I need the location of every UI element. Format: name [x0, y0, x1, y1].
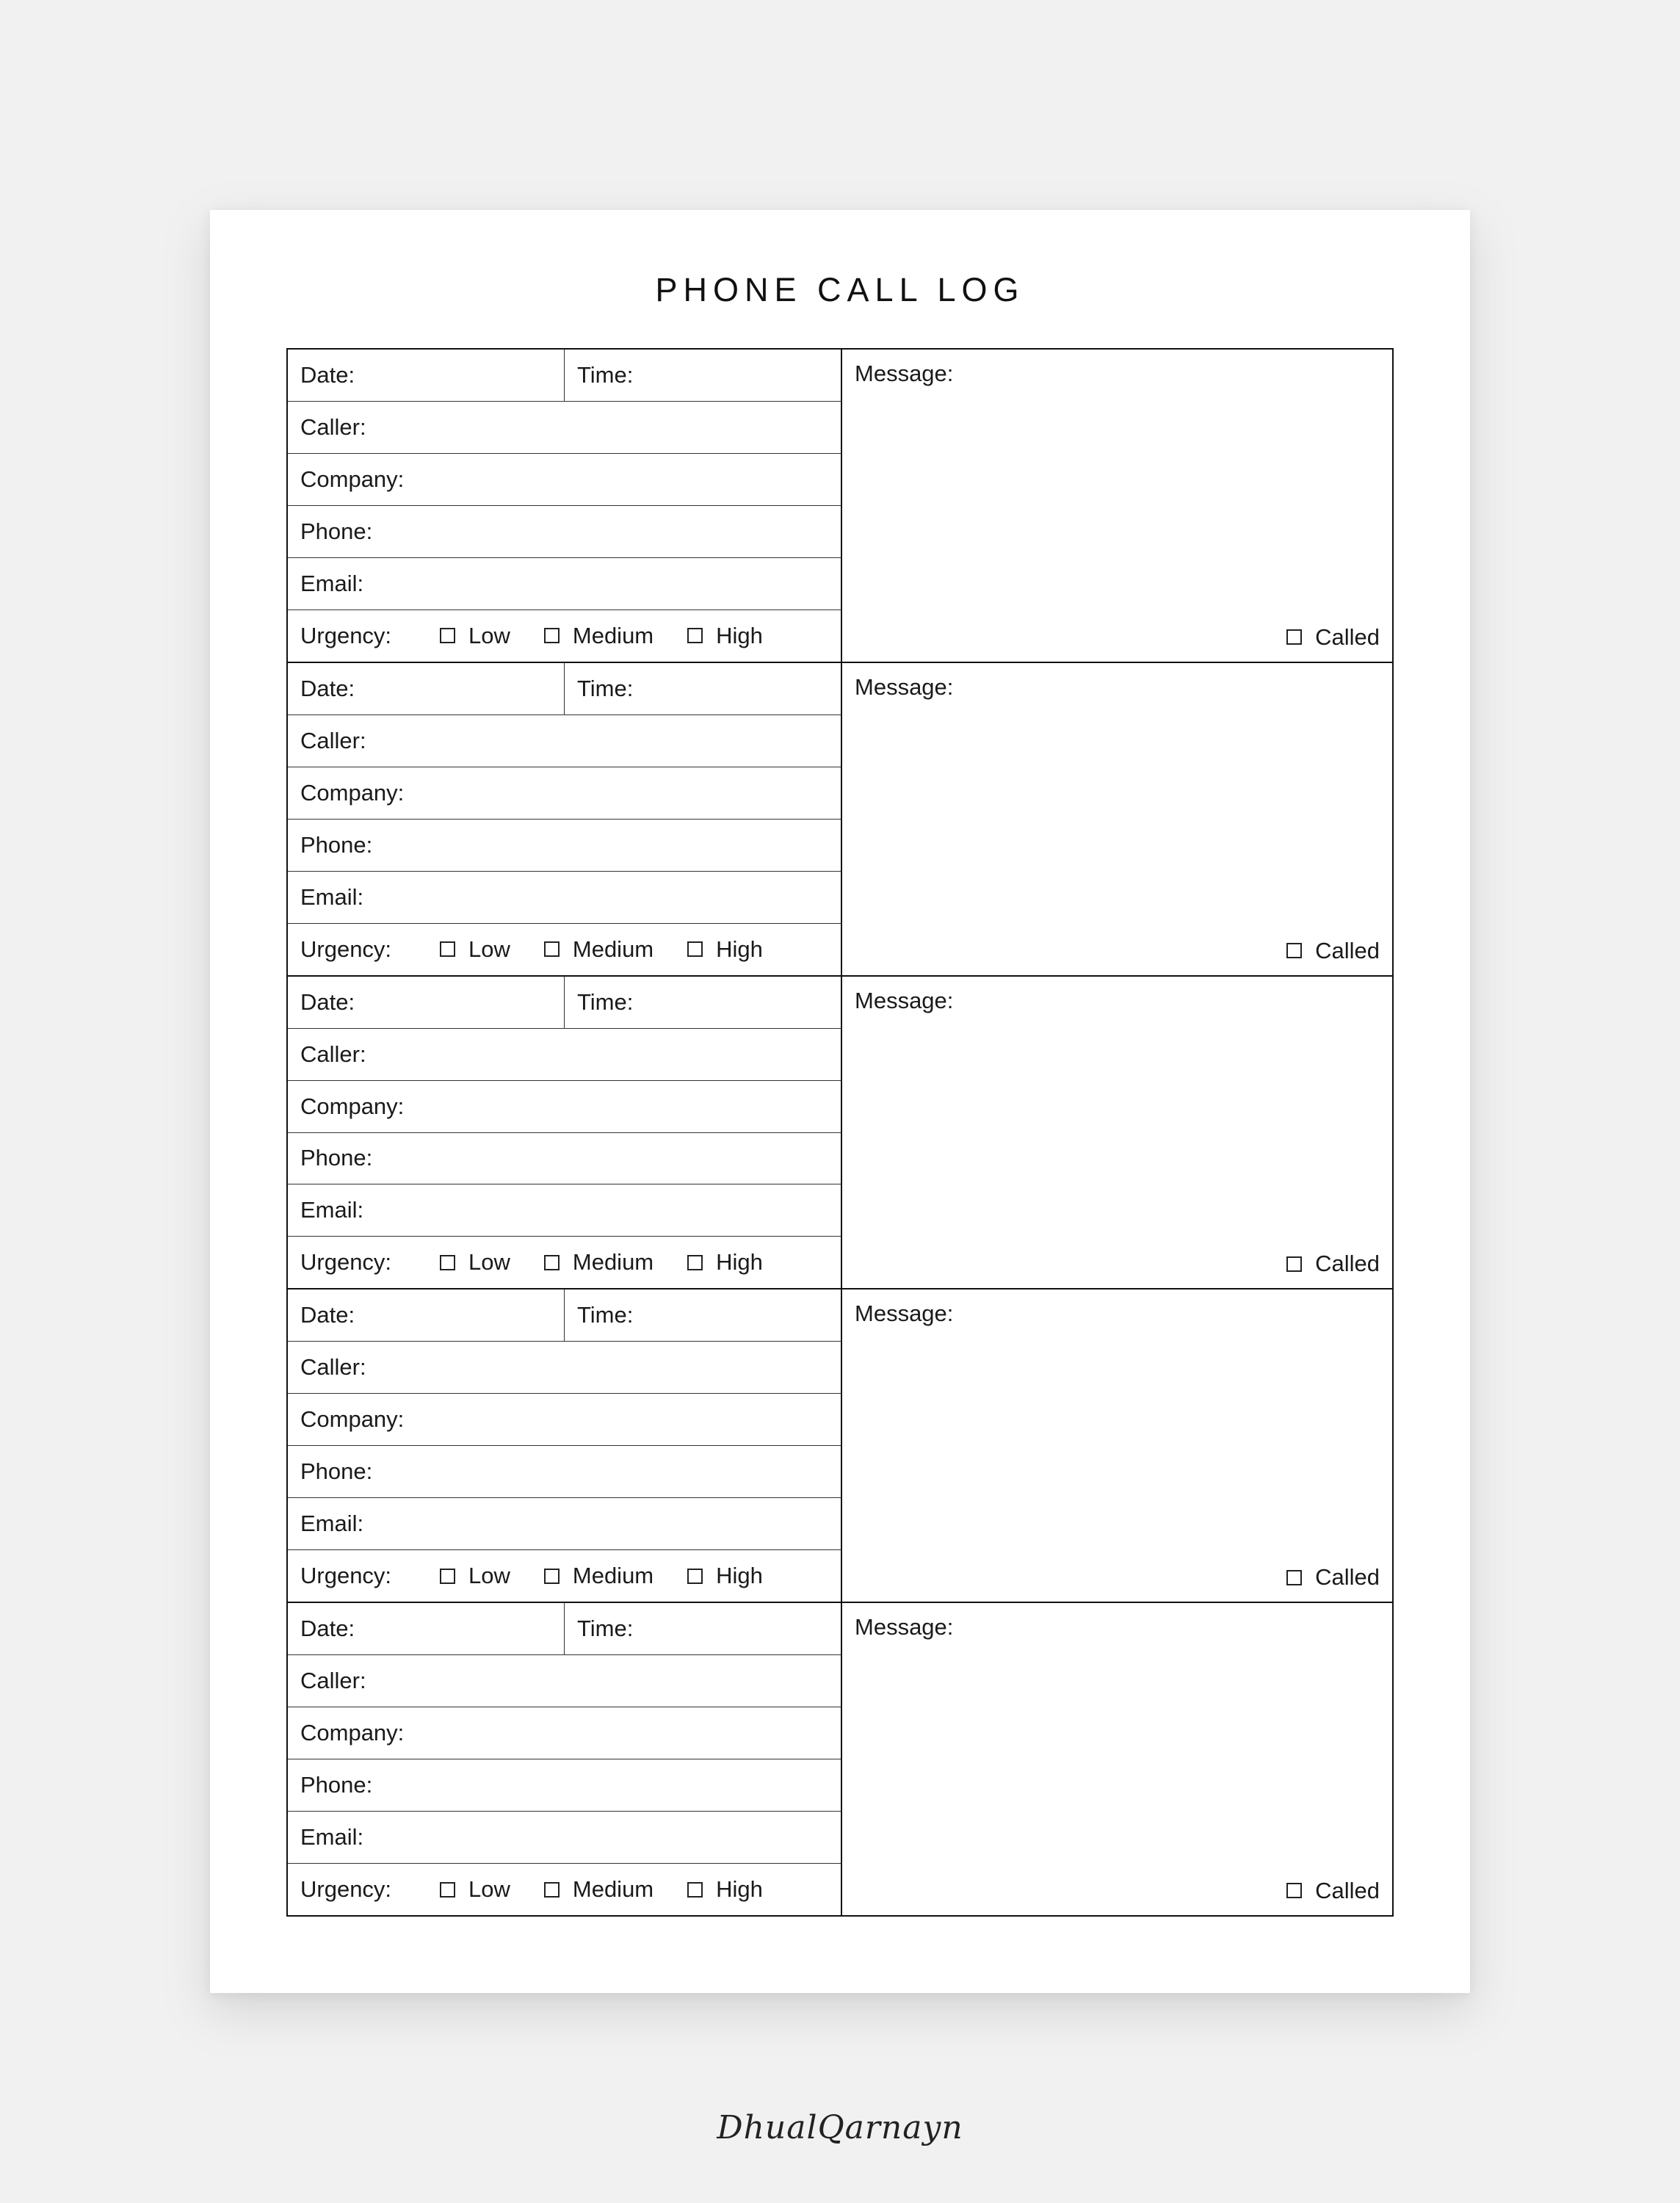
email-label: Email: — [300, 1197, 364, 1223]
urgency-row — [288, 1863, 841, 1915]
called-checkbox[interactable] — [1286, 629, 1302, 645]
called-label: Called — [1315, 1564, 1380, 1591]
urgency-low-option[interactable] — [440, 1249, 510, 1276]
signature-logo: DhualQarnayn — [717, 2109, 963, 2146]
caller-label: Caller: — [300, 727, 366, 753]
email-field[interactable] — [288, 1811, 841, 1863]
urgency-high-option[interactable] — [687, 1876, 763, 1903]
high-checkbox[interactable] — [687, 941, 703, 957]
date-label: Date: — [300, 675, 355, 701]
call-entry — [288, 975, 1392, 1289]
low-checkbox[interactable] — [440, 1569, 455, 1584]
date-time-row — [288, 977, 841, 1028]
high-checkbox[interactable] — [687, 1882, 703, 1898]
urgency-label: Urgency: — [300, 936, 392, 962]
high-checkbox[interactable] — [687, 628, 703, 643]
high-label: High — [716, 1876, 763, 1903]
urgency-row — [288, 1236, 841, 1288]
entry-details — [288, 350, 842, 662]
urgency-medium-option[interactable] — [544, 623, 653, 649]
medium-checkbox[interactable] — [544, 1255, 560, 1270]
message-label: Message: — [855, 1614, 954, 1641]
called-option[interactable] — [1286, 938, 1380, 964]
called-label: Called — [1315, 623, 1380, 650]
call-entry — [288, 1288, 1392, 1602]
high-label: High — [716, 1249, 763, 1276]
high-label: High — [716, 936, 763, 962]
urgency-row — [288, 923, 841, 975]
urgency-row — [288, 609, 841, 662]
message-area[interactable] — [842, 977, 1392, 1289]
call-log-table — [286, 348, 1394, 1917]
company-field[interactable] — [288, 1080, 841, 1132]
message-area[interactable] — [842, 350, 1392, 662]
date-label: Date: — [300, 1616, 355, 1642]
page-title: PHONE CALL LOG — [655, 271, 1025, 308]
email-field[interactable] — [288, 1497, 841, 1549]
urgency-high-option[interactable] — [687, 1563, 763, 1589]
company-label: Company: — [300, 779, 405, 806]
email-label: Email: — [300, 883, 364, 910]
low-checkbox[interactable] — [440, 1882, 455, 1898]
message-area[interactable] — [842, 1289, 1392, 1602]
caller-field[interactable] — [288, 401, 841, 453]
urgency-low-option[interactable] — [440, 623, 510, 649]
email-label: Email: — [300, 570, 364, 596]
phone-label: Phone: — [300, 518, 373, 544]
urgency-medium-option[interactable] — [544, 1249, 653, 1276]
time-field[interactable] — [564, 1289, 841, 1341]
called-option[interactable] — [1286, 1251, 1380, 1277]
phone-field[interactable] — [288, 1132, 841, 1184]
email-field[interactable] — [288, 557, 841, 609]
high-label: High — [716, 622, 763, 648]
called-checkbox[interactable] — [1286, 1256, 1302, 1272]
urgency-high-option[interactable] — [687, 623, 763, 649]
message-label: Message: — [855, 1301, 954, 1327]
caller-label: Caller: — [300, 1041, 366, 1067]
company-label: Company: — [300, 1720, 405, 1746]
urgency-medium-option[interactable] — [544, 1563, 653, 1589]
phone-field[interactable] — [288, 1445, 841, 1497]
urgency-label: Urgency: — [300, 622, 392, 648]
medium-label: Medium — [572, 1563, 654, 1589]
urgency-high-option[interactable] — [687, 1249, 763, 1276]
urgency-low-option[interactable] — [440, 936, 510, 963]
call-entry — [288, 350, 1392, 662]
medium-checkbox[interactable] — [544, 1882, 560, 1898]
time-label: Time: — [577, 675, 634, 701]
low-label: Low — [468, 1563, 510, 1589]
called-label: Called — [1315, 1877, 1380, 1903]
called-checkbox[interactable] — [1286, 1883, 1302, 1898]
medium-label: Medium — [572, 936, 654, 962]
high-label: High — [716, 1563, 763, 1589]
entry-details — [288, 663, 842, 975]
email-field[interactable] — [288, 871, 841, 923]
time-field[interactable] — [564, 350, 841, 401]
date-label: Date: — [300, 988, 355, 1015]
medium-label: Medium — [572, 1876, 654, 1903]
called-checkbox[interactable] — [1286, 943, 1302, 958]
date-time-row — [288, 663, 841, 715]
email-label: Email: — [300, 1511, 364, 1537]
caller-label: Caller: — [300, 1354, 366, 1381]
phone-label: Phone: — [300, 831, 373, 858]
called-label: Called — [1315, 937, 1380, 963]
date-field[interactable] — [288, 1289, 564, 1341]
called-checkbox[interactable] — [1286, 1570, 1302, 1585]
company-label: Company: — [300, 466, 405, 492]
low-label: Low — [468, 1876, 510, 1903]
caller-label: Caller: — [300, 1668, 366, 1694]
urgency-low-option[interactable] — [440, 1876, 510, 1903]
time-field[interactable] — [564, 977, 841, 1028]
caller-field[interactable] — [288, 715, 841, 767]
entry-details — [288, 977, 842, 1289]
company-field[interactable] — [288, 453, 841, 505]
medium-checkbox[interactable] — [544, 941, 560, 957]
urgency-medium-option[interactable] — [544, 936, 653, 963]
high-checkbox[interactable] — [687, 1255, 703, 1270]
called-option[interactable] — [1286, 1878, 1380, 1904]
caller-field[interactable] — [288, 1028, 841, 1080]
called-option[interactable] — [1286, 624, 1380, 651]
company-field[interactable] — [288, 767, 841, 819]
email-field[interactable] — [288, 1184, 841, 1236]
entry-details — [288, 1603, 842, 1915]
urgency-high-option[interactable] — [687, 936, 763, 963]
low-checkbox[interactable] — [440, 1255, 455, 1270]
time-label: Time: — [577, 1302, 634, 1328]
message-label: Message: — [855, 987, 954, 1013]
caller-field[interactable] — [288, 1654, 841, 1707]
message-area[interactable] — [842, 1603, 1392, 1915]
phone-field[interactable] — [288, 505, 841, 557]
email-label: Email: — [300, 1824, 364, 1851]
urgency-medium-option[interactable] — [544, 1876, 653, 1903]
urgency-label: Urgency: — [300, 1249, 392, 1276]
urgency-label: Urgency: — [300, 1876, 392, 1903]
low-checkbox[interactable] — [440, 941, 455, 957]
company-field[interactable] — [288, 1707, 841, 1759]
caller-label: Caller: — [300, 413, 366, 440]
medium-checkbox[interactable] — [544, 1569, 560, 1584]
low-label: Low — [468, 1249, 510, 1276]
caller-field[interactable] — [288, 1341, 841, 1393]
date-time-row — [288, 1289, 841, 1341]
phone-label: Phone: — [300, 1772, 373, 1798]
date-field[interactable] — [288, 977, 564, 1028]
date-field[interactable] — [288, 663, 564, 715]
phone-field[interactable] — [288, 1759, 841, 1811]
called-label: Called — [1315, 1251, 1380, 1277]
message-label: Message: — [855, 673, 954, 700]
entry-details — [288, 1289, 842, 1602]
company-field[interactable] — [288, 1393, 841, 1445]
message-label: Message: — [855, 361, 954, 386]
medium-label: Medium — [572, 622, 654, 648]
urgency-low-option[interactable] — [440, 1563, 510, 1589]
low-label: Low — [468, 936, 510, 962]
high-checkbox[interactable] — [687, 1569, 703, 1584]
time-field[interactable] — [564, 1603, 841, 1654]
urgency-label: Urgency: — [300, 1563, 392, 1589]
date-field[interactable] — [288, 1603, 564, 1654]
company-label: Company: — [300, 1406, 405, 1433]
message-area[interactable] — [842, 663, 1392, 975]
company-label: Company: — [300, 1093, 405, 1119]
phone-label: Phone: — [300, 1145, 373, 1171]
medium-checkbox[interactable] — [544, 628, 560, 643]
low-label: Low — [468, 622, 510, 648]
time-field[interactable] — [564, 663, 841, 715]
time-label: Time: — [577, 361, 634, 388]
phone-label: Phone: — [300, 1458, 373, 1485]
medium-label: Medium — [572, 1249, 654, 1276]
phone-field[interactable] — [288, 819, 841, 871]
date-time-row — [288, 1603, 841, 1654]
date-time-row — [288, 350, 841, 401]
date-label: Date: — [300, 361, 355, 388]
date-label: Date: — [300, 1302, 355, 1328]
low-checkbox[interactable] — [440, 628, 455, 643]
time-label: Time: — [577, 1616, 634, 1642]
called-option[interactable] — [1286, 1564, 1380, 1591]
time-label: Time: — [577, 988, 634, 1015]
call-entry — [288, 662, 1392, 975]
call-entry — [288, 1602, 1392, 1915]
urgency-row — [288, 1549, 841, 1602]
date-field[interactable] — [288, 350, 564, 401]
